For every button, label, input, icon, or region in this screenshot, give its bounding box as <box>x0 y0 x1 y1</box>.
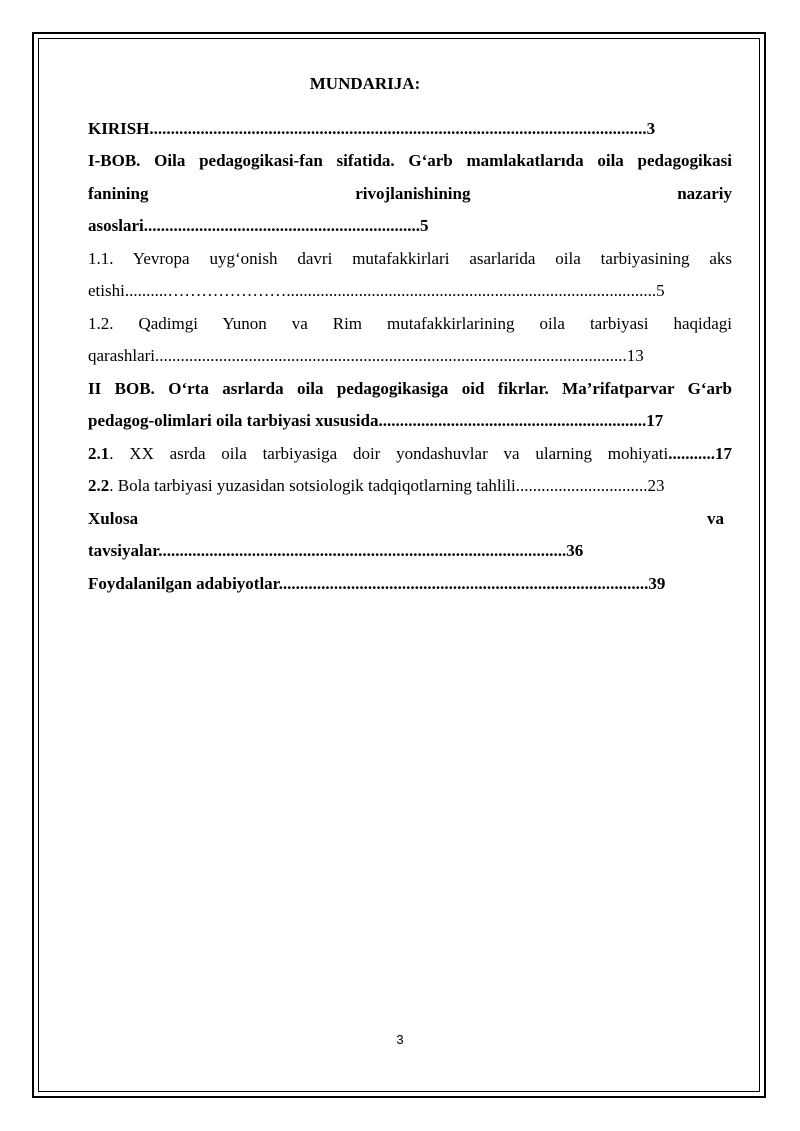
toc-entry-2-1-text: . XX asrda oila tarbiyasiga doir yondashuvlar va ularning mohiyati <box>109 443 669 463</box>
xulosa-word-1: Xulosa <box>88 508 139 528</box>
toc-entry-bob1-line3: asoslari.................................................................5 <box>88 216 429 235</box>
toc-entry-2-1-dots: ...........17 <box>668 443 732 463</box>
toc-entry-1-2-line1: 1.2. Qadimgi Yunon va Rim mutafakkirlarining oila tarbiyasi haqidagi <box>88 313 732 333</box>
toc-entry-xulosa[interactable] <box>88 503 732 568</box>
toc-entry-bob2-line2: pedagog-olimlari oila tarbiyasi xususida...............................................................17 <box>88 411 664 430</box>
bob1-word-3: nazariy <box>677 183 732 203</box>
toc-entry-1-1-line2: etishi..........………………….......................................................................................5 <box>88 281 665 300</box>
toc-entry-2-2[interactable] <box>88 470 732 503</box>
toc-entry-xulosa-line2: tavsiyalar................................................................................................36 <box>88 541 584 560</box>
toc-entry-xulosa-line1 <box>88 503 732 536</box>
toc-entry-1-1[interactable] <box>88 243 732 308</box>
table-of-contents <box>88 68 732 600</box>
toc-entry-bob1-line2 <box>88 178 732 211</box>
toc-entry-1-1-line1: 1.1. Yevropa uyg‘onish davri mutafakkirlari asarlarida oila tarbiyasining aks <box>88 248 732 268</box>
bob1-word-1: fanining <box>88 183 149 203</box>
toc-entry-bob2-line1: II BOB. O‘rta asrlarda oila pedagogikasiga oid fikrlar. Ma’rifatparvar G‘arb <box>88 378 732 398</box>
toc-title: MUNDARIJA: <box>309 74 421 93</box>
toc-entry-bob2[interactable] <box>88 373 732 438</box>
toc-entry-2-2-number: 2.2 <box>88 476 110 495</box>
toc-entry-1-2[interactable] <box>88 308 732 373</box>
toc-entry-kirish[interactable]: KIRISH.....................................................................................................................3 <box>88 118 656 138</box>
toc-entry-2-2-text: . Bola tarbiyasi yuzasidan sotsiologik tadqiqotlarning tahlili...............................23 <box>109 476 665 495</box>
toc-entry-adabiyotlar[interactable]: Foydalanilgan adabiyotlar.......................................................................................39 <box>88 573 666 593</box>
toc-entry-bob1-line1: I-BOB. Oila pedagogikasi-fan sifatida. G‘arb mamlakatlarıda oila pedagogikasi <box>88 151 732 170</box>
toc-entry-bob1[interactable] <box>88 145 732 243</box>
bob1-word-2: rivojlanishining <box>355 183 471 203</box>
toc-entry-1-2-line2: qarashlari...............................................................................................................13 <box>88 346 644 365</box>
page-number: 3 <box>396 1032 404 1047</box>
xulosa-word-2: va <box>707 508 724 528</box>
toc-entry-2-1-number: 2.1 <box>88 443 110 463</box>
toc-entry-2-1[interactable] <box>88 438 732 471</box>
